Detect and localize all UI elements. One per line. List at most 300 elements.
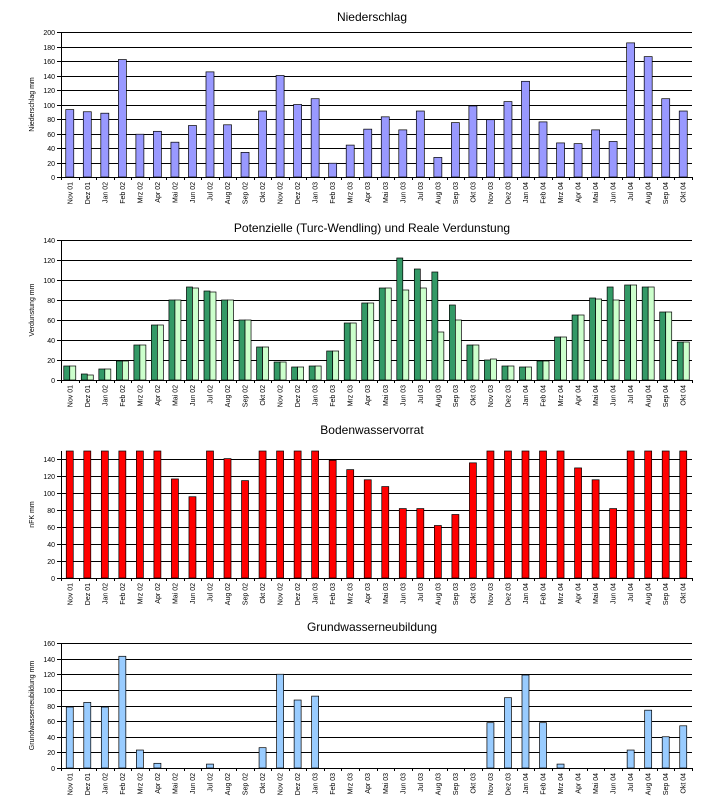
y-axis-label: nFK mm	[29, 501, 36, 528]
bar-series-2	[280, 362, 286, 380]
x-tick-label: Jun 04	[610, 182, 618, 204]
bar	[206, 764, 213, 768]
bar	[504, 102, 512, 177]
chart-bodenwasservorrat	[29, 423, 693, 605]
y-tick-label: 40	[47, 338, 55, 345]
x-tick-label: Jun 04	[610, 773, 618, 795]
y-tick-label: 160	[43, 641, 55, 648]
bar-series-2	[403, 290, 409, 380]
bar	[469, 106, 477, 177]
bar	[224, 459, 231, 578]
bar-series-1	[607, 287, 613, 380]
y-tick-label: 120	[43, 258, 55, 265]
bar	[575, 468, 582, 578]
x-tick-label: Jan 04	[522, 583, 530, 605]
y-tick-label: 180	[43, 45, 55, 52]
x-tick-label: Apr 04	[575, 182, 583, 203]
chart-title: Niederschlag	[336, 10, 408, 24]
bar	[557, 143, 565, 177]
bar-series-1	[239, 320, 245, 380]
x-tick-label: Jan 04	[522, 182, 530, 204]
bar-series-2	[490, 359, 496, 380]
x-tick-label: Nov 01	[67, 773, 75, 796]
x-tick-label: Dez 02	[295, 773, 303, 796]
bar-series-1	[677, 342, 683, 380]
bar-series-1	[397, 258, 403, 380]
x-tick-label: Dez 03	[505, 583, 513, 606]
bar-series-2	[596, 299, 602, 380]
bar-series-1	[222, 300, 228, 380]
bar	[399, 130, 407, 177]
x-tick-label: Aug 03	[435, 385, 443, 408]
x-tick-label: Aug 04	[645, 385, 653, 408]
x-tick-label: Dez 02	[295, 182, 303, 205]
x-tick-label: Jun 03	[400, 773, 408, 795]
bar-series-2	[613, 300, 619, 380]
chart-title: Bodenwasservorrat	[320, 423, 424, 437]
bar	[680, 451, 687, 578]
x-tick-label: Feb 03	[330, 583, 338, 605]
x-tick-label: Jul 02	[207, 583, 215, 602]
x-tick-label: Nov 03	[487, 773, 495, 796]
x-tick-label: Jul 02	[207, 385, 215, 404]
bar	[311, 99, 319, 177]
x-tick-label: Feb 02	[119, 385, 127, 407]
x-tick-label: Jul 03	[417, 773, 425, 792]
x-tick-label: Aug 04	[645, 773, 653, 796]
x-tick-label: Jun 02	[189, 182, 197, 204]
x-tick-label: Jul 04	[628, 182, 636, 201]
x-tick-label: Apr 03	[365, 182, 373, 203]
x-tick-label: Apr 03	[365, 773, 373, 794]
bar-series-1	[519, 367, 525, 380]
y-tick-label: 80	[47, 704, 55, 711]
y-tick-label: 0	[51, 378, 55, 385]
x-tick-label: Nov 03	[487, 385, 495, 408]
bar	[540, 451, 547, 578]
bar-series-1	[449, 305, 455, 380]
bar	[277, 451, 284, 578]
bar	[557, 764, 564, 768]
bar	[382, 487, 389, 578]
bar-series-2	[70, 366, 76, 380]
x-tick-label: Dez 02	[295, 583, 303, 606]
bar-series-1	[309, 366, 315, 380]
bar	[294, 700, 301, 768]
x-tick-label: Jan 02	[102, 385, 110, 407]
x-tick-label: Okt 04	[680, 583, 688, 604]
x-tick-label: Okt 02	[260, 773, 268, 794]
x-tick-label: Jul 03	[417, 385, 425, 404]
bar-series-2	[333, 351, 339, 380]
bar	[539, 122, 547, 177]
y-tick-label: 100	[43, 278, 55, 285]
x-tick-label: Mai 04	[593, 773, 601, 795]
x-tick-label: Mrz 04	[558, 385, 566, 407]
bar-series-1	[134, 345, 140, 380]
x-tick-label: Mai 03	[382, 385, 390, 407]
bar	[627, 451, 634, 578]
x-tick-label: Sep 02	[242, 181, 250, 205]
x-tick-label: Jun 03	[400, 385, 408, 407]
x-tick-label: Okt 04	[680, 182, 688, 203]
x-tick-label: Jul 04	[628, 773, 636, 792]
x-tick-label: Apr 02	[154, 182, 162, 203]
x-tick-label: Mrz 02	[137, 182, 145, 204]
x-tick-label: Dez 03	[505, 384, 513, 408]
x-tick-label: Aug 02	[225, 385, 233, 408]
bar	[276, 76, 284, 178]
x-tick-label: Jan 04	[522, 385, 530, 407]
x-tick-label: Sep 02	[242, 583, 250, 606]
y-tick-label: 120	[43, 474, 55, 481]
bar-series-1	[642, 287, 648, 380]
bar	[679, 111, 687, 177]
x-tick-label: Feb 02	[119, 182, 127, 204]
x-tick-label: Feb 03	[330, 773, 338, 795]
bar-series-2	[263, 347, 269, 380]
bar-series-2	[210, 292, 216, 380]
bar	[171, 479, 178, 578]
x-tick-label: Jul 02	[207, 182, 215, 201]
bar	[469, 463, 476, 578]
bar	[136, 451, 143, 578]
bar-series-1	[555, 337, 561, 380]
bar-series-1	[572, 315, 578, 380]
y-tick-label: 80	[47, 298, 55, 305]
y-axis-label: Verdunstung mm	[29, 283, 36, 337]
bar-series-1	[151, 325, 157, 380]
x-tick-label: Mrz 02	[137, 583, 145, 605]
x-tick-label: Apr 04	[575, 385, 583, 406]
bar	[136, 134, 144, 177]
bar-series-1	[625, 285, 631, 380]
y-tick-label: 100	[43, 103, 55, 110]
y-tick-label: 140	[43, 238, 55, 245]
bar-series-1	[344, 323, 350, 380]
x-tick-label: Aug 02	[225, 583, 233, 606]
y-tick-label: 160	[43, 59, 55, 66]
y-tick-label: 80	[47, 117, 55, 124]
x-tick-label: Aug 03	[435, 773, 443, 796]
bar-series-1	[327, 351, 333, 380]
bar	[241, 152, 249, 177]
bar	[171, 142, 179, 177]
bar	[154, 451, 161, 578]
bar	[662, 737, 669, 768]
bar	[434, 157, 442, 177]
bar-series-2	[508, 366, 514, 380]
bar	[329, 163, 337, 177]
x-tick-label: Mai 02	[172, 385, 180, 407]
x-tick-label: Sep 02	[242, 773, 250, 796]
x-tick-label: Mai 03	[382, 583, 390, 605]
x-tick-label: Jan 04	[522, 773, 530, 795]
x-tick-label: Mrz 04	[558, 583, 566, 605]
x-tick-label: Okt 02	[260, 583, 268, 604]
bar	[83, 112, 91, 177]
x-tick-label: Dez 01	[84, 182, 92, 205]
bar-series-2	[298, 367, 304, 380]
x-tick-label: Mrz 02	[137, 773, 145, 795]
y-tick-label: 100	[43, 491, 55, 498]
bar	[627, 43, 635, 177]
chart-verdunstung	[29, 221, 693, 407]
x-tick-label: Aug 03	[435, 583, 443, 606]
bar-series-1	[467, 345, 473, 380]
x-tick-label: Sep 03	[452, 773, 460, 796]
bar	[540, 723, 547, 768]
x-tick-label: Nov 02	[277, 583, 285, 606]
x-tick-label: Apr 03	[365, 583, 373, 604]
bar	[451, 123, 459, 177]
bar-series-2	[543, 361, 549, 380]
bar	[364, 480, 371, 578]
x-tick-label: Jun 02	[189, 583, 197, 605]
x-tick-label: Feb 04	[540, 583, 548, 605]
x-tick-label: Nov 03	[487, 182, 495, 205]
bar-series-2	[157, 325, 163, 380]
x-tick-label: Mrz 03	[347, 583, 355, 605]
bar	[136, 750, 143, 768]
y-tick-label: 40	[47, 542, 55, 549]
x-tick-label: Okt 02	[260, 182, 268, 203]
bars	[64, 258, 689, 380]
x-tick-label: Feb 04	[540, 182, 548, 204]
x-tick-label: Jul 04	[628, 385, 636, 404]
x-tick-label: Jul 03	[417, 182, 425, 201]
x-tick-label: Aug 03	[435, 182, 443, 205]
x-tick-label: Feb 04	[540, 385, 548, 407]
bar	[188, 126, 196, 177]
bar	[119, 656, 126, 768]
bar	[487, 451, 494, 578]
x-tick-label: Mrz 03	[347, 773, 355, 795]
y-tick-label: 60	[47, 318, 55, 325]
bar-series-2	[666, 312, 672, 380]
x-tick-label: Mai 03	[382, 773, 390, 795]
bar	[329, 460, 336, 578]
x-tick-label: Jul 02	[207, 773, 215, 792]
x-tick-label: Aug 02	[225, 773, 233, 796]
x-tick-label: Aug 02	[225, 182, 233, 205]
bar	[662, 99, 670, 177]
x-tick-label: Dez 01	[84, 385, 92, 408]
bar-series-2	[631, 285, 637, 380]
x-tick-label: Mai 04	[593, 182, 601, 204]
bar-series-2	[245, 320, 251, 380]
y-tick-label: 20	[47, 559, 55, 566]
bar	[610, 509, 617, 578]
x-tick-label: Apr 02	[154, 583, 162, 604]
x-tick-label: Feb 02	[119, 583, 127, 605]
y-tick-label: 20	[47, 750, 55, 757]
x-tick-label: Feb 03	[330, 385, 338, 407]
bar	[259, 451, 266, 578]
bar-series-1	[590, 298, 596, 380]
x-tick-label: Apr 02	[154, 773, 162, 794]
bar-series-2	[455, 320, 461, 380]
x-tick-label: Nov 02	[277, 773, 285, 796]
y-tick-label: 200	[43, 30, 55, 37]
bar-series-1	[64, 366, 70, 380]
x-tick-label: Jun 04	[610, 583, 618, 605]
x-tick-label: Mrz 03	[347, 385, 355, 407]
bar	[522, 675, 529, 768]
bar	[521, 81, 529, 177]
bar	[487, 723, 494, 768]
y-tick-label: 40	[47, 146, 55, 153]
bar	[119, 451, 126, 578]
x-tick-label: Sep 03	[452, 385, 460, 408]
x-tick-label: Jan 03	[312, 583, 320, 605]
bar-series-2	[122, 361, 128, 380]
y-tick-label: 80	[47, 508, 55, 515]
chart-title: Potenzielle (Turc-Wendling) und Reale Verdunstung	[233, 221, 511, 235]
bar-series-1	[660, 312, 666, 380]
x-tick-label: Dez 01	[84, 583, 92, 606]
x-tick-label: Jan 02	[102, 583, 110, 605]
bar	[680, 726, 687, 768]
x-tick-label: Okt 03	[470, 182, 478, 203]
x-tick-label: Jun 04	[610, 385, 618, 407]
bar-series-2	[525, 367, 531, 380]
bar	[645, 451, 652, 578]
y-axis-label: Niederschlag mm	[29, 77, 36, 132]
bar-series-2	[648, 287, 654, 380]
bar	[364, 129, 372, 177]
x-tick-label: Sep 03	[452, 182, 460, 205]
x-tick-label: Apr 04	[575, 773, 583, 794]
bar-series-1	[204, 291, 210, 380]
bars	[66, 43, 687, 177]
x-tick-label: Okt 04	[680, 773, 688, 794]
bar	[206, 72, 214, 177]
bar-series-2	[140, 345, 146, 380]
bar-series-1	[257, 347, 263, 380]
bar-series-2	[420, 288, 426, 380]
x-tick-label: Feb 02	[119, 773, 127, 795]
bar	[66, 707, 73, 768]
bar	[592, 480, 599, 578]
x-tick-label: Apr 02	[154, 385, 162, 406]
bar	[381, 117, 389, 177]
bar	[153, 131, 161, 177]
x-tick-label: Sep 02	[242, 385, 250, 408]
bar	[504, 698, 511, 768]
bar-series-2	[438, 332, 444, 380]
y-tick-label: 60	[47, 132, 55, 139]
x-tick-label: Mrz 03	[347, 182, 355, 204]
bar-series-1	[274, 362, 280, 380]
x-tick-label: Jun 03	[400, 583, 408, 605]
chart-niederschlag	[29, 10, 693, 204]
bar	[259, 748, 266, 768]
x-tick-label: Jun 02	[189, 773, 197, 795]
x-tick-label: Mai 02	[172, 773, 180, 795]
bar	[645, 710, 652, 768]
chart-grundwasserneubildung	[29, 620, 693, 795]
y-tick-label: 0	[51, 175, 55, 182]
bar	[242, 481, 249, 578]
bar	[609, 141, 617, 177]
x-tick-label: Apr 03	[365, 385, 373, 406]
x-tick-label: Mai 04	[593, 385, 601, 407]
bar-series-2	[350, 323, 356, 380]
y-tick-label: 60	[47, 719, 55, 726]
bar	[417, 509, 424, 578]
bar	[118, 60, 126, 177]
x-tick-label: Jun 03	[400, 182, 408, 204]
x-tick-label: Dez 03	[505, 773, 513, 796]
x-tick-label: Apr 04	[575, 583, 583, 604]
x-tick-label: Feb 03	[330, 182, 338, 204]
bar	[346, 145, 354, 177]
bar-series-2	[105, 369, 111, 380]
y-tick-label: 0	[51, 766, 55, 773]
bar	[416, 111, 424, 177]
x-tick-label: Mrz 04	[558, 182, 566, 204]
bar	[259, 111, 267, 177]
x-tick-label: Mai 04	[593, 583, 601, 605]
bar	[522, 451, 529, 578]
bar	[434, 526, 441, 578]
x-tick-label: Dez 03	[505, 181, 513, 205]
x-tick-label: Okt 03	[470, 773, 478, 794]
bar-series-1	[537, 361, 543, 380]
x-tick-label: Jan 03	[312, 385, 320, 407]
bar	[627, 750, 634, 768]
x-tick-label: Nov 01	[67, 385, 75, 408]
bar-series-1	[169, 300, 175, 380]
x-tick-label: Mai 02	[172, 583, 180, 605]
y-tick-label: 140	[43, 457, 55, 464]
bar	[66, 110, 74, 177]
bar	[312, 696, 319, 768]
bar	[154, 763, 161, 768]
bar	[592, 130, 600, 177]
x-tick-label: Mai 03	[382, 182, 390, 204]
bar	[504, 451, 511, 578]
bar	[66, 451, 73, 578]
x-tick-label: Nov 03	[487, 583, 495, 606]
bar-series-2	[683, 342, 689, 380]
bar-series-2	[228, 300, 234, 380]
bar-series-2	[315, 366, 321, 380]
x-tick-label: Jan 03	[312, 773, 320, 795]
bar	[662, 451, 669, 578]
x-tick-label: Jan 02	[102, 182, 110, 204]
bar	[189, 497, 196, 578]
x-tick-label: Mai 02	[172, 182, 180, 204]
x-tick-label: Nov 01	[67, 182, 75, 205]
bar-series-1	[362, 303, 368, 380]
bar-series-2	[368, 303, 374, 380]
bar	[101, 707, 108, 768]
x-tick-label: Mrz 02	[137, 385, 145, 407]
x-tick-label: Sep 04	[663, 773, 671, 796]
bar	[644, 57, 652, 177]
bar-series-2	[175, 300, 181, 380]
bar-series-1	[484, 360, 490, 380]
bar-series-1	[432, 272, 438, 380]
x-tick-label: Sep 04	[663, 182, 671, 205]
bar-series-1	[186, 287, 192, 380]
bar-series-2	[561, 337, 567, 380]
bars	[66, 451, 686, 578]
y-tick-label: 40	[47, 735, 55, 742]
x-tick-label: Aug 04	[645, 182, 653, 205]
